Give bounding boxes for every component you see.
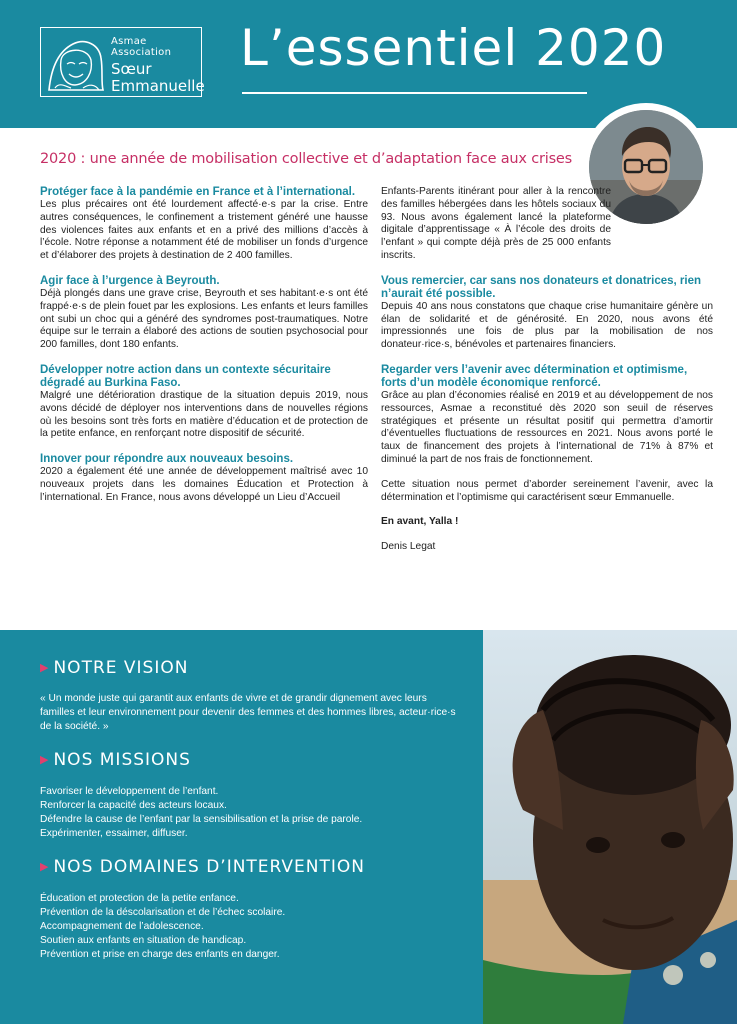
list-item: Favoriser le développement de l’enfant. — [40, 786, 219, 797]
intro-paragraph: Enfants-Parents itinérant pour aller à la rencontre des familles hébergées dans les hôtels sociaux du 93. Nous avons également lancé la plateforme digitale d’apprentissage « À l’école des droits de l’enfant » qui compte déjà près de 25 000 enfants inscrits. — [381, 186, 611, 261]
page-title: L’essentiel 2020 — [240, 19, 667, 77]
logo-name-line1: Sœur — [111, 60, 152, 78]
vision-text: « Un monde juste qui garantit aux enfants de vivre et de grandir dignement avec leurs familles et leur environnement pour devenir des femmes et des hommes libres, acteur·rice·s de la société. » — [40, 693, 456, 732]
arrow-right-icon: ▶ — [40, 753, 50, 766]
section-paragraph: Les plus précaires ont été lourdement affecté·e·s par la crise. Entre autres conséquences, le confinement a tristement généré une hausse des violences faites aux enfants et en a privé des millions d’accès à l’école. Notre réponse a notamment été de mobiliser un fonds d’urgence et d’élaborer des projets à destination de 2 400 familles. — [40, 199, 368, 262]
article-headline: 2020 : une année de mobilisation collective et d’adaptation face aux crises — [40, 151, 573, 167]
section-paragraph: Grâce au plan d’économies réalisé en 2019 et au développement de nos ressources, Asmae a reconstitué dès 2020 son seuil de réserves stratégiques et présente un résultat positif qui permettra d’amortir d’éventuelles fluctuations de ressources en 2021. Nous avons porté le taux de financement des projets à l’international de 71% à 87% et diminué la part de nos frais de fonctionnement. — [381, 389, 713, 465]
signature-name: Denis Legat — [381, 541, 436, 553]
asmae-logo[interactable] — [40, 27, 205, 97]
section-heading: Agir face à l’urgence à Beyrouth. — [40, 274, 220, 287]
domaines-title — [40, 857, 365, 877]
closing-paragraph: Cette situation nous permet d’aborder sereinement l’avenir, avec la détermination et l’optimisme qui caractérisent sœur Emmanuelle. — [381, 478, 713, 503]
list-item: Prévention et prise en charge des enfants en danger. — [40, 949, 280, 960]
section-paragraph: Malgré une détérioration drastique de la situation depuis 2019, nous avons décidé de déployer nos interventions dans de nouvelles régions où les besoins sont très forts en matière d’éducation et de protection de la petite enfance, en renforçant notre dispositif de sécurité. — [40, 389, 368, 440]
domaines-list — [40, 892, 460, 962]
child-photo-image — [483, 630, 737, 1024]
list-item: Défendre la cause de l’enfant par la sensibilisation et la prise de parole. — [40, 814, 363, 825]
signoff-text: En avant, Yalla ! — [381, 516, 459, 528]
missions-title — [40, 750, 191, 770]
soeur-emmanuelle-portrait-icon — [43, 30, 107, 94]
section-heading: Protéger face à la pandémie en France et à l’international. — [40, 186, 356, 198]
list-item: Éducation et protection de la petite enfance. — [40, 893, 239, 904]
title-underline — [242, 92, 587, 94]
list-item: Prévention de la déscolarisation et de l’échec scolaire. — [40, 907, 286, 918]
missions-list — [40, 785, 460, 841]
arrow-right-icon: ▶ — [40, 860, 50, 873]
logo-association-label: Asmae Association — [111, 36, 172, 58]
list-item: Expérimenter, essaimer, diffuser. — [40, 828, 188, 839]
section-paragraph: Déjà plongés dans une grave crise, Beyrouth et ses habitant·e·s ont été frappé·e·s de plein fouet par les explosions. Les enfants et leurs familles ont subi un choc qui a généré des syndromes post-traumatiques. Notre équipe sur le terrain a élaboré des actions de soutien psychosocial pour 200 familles, dont 180 enfants. — [40, 287, 368, 351]
section-heading: Innover pour répondre aux nouveaux besoins. — [40, 453, 294, 466]
arrow-right-icon: ▶ — [40, 661, 50, 674]
right-text-column — [381, 186, 713, 554]
section-heading: Développer notre action dans un contexte sécuritaire dégradé au Burkina Faso. — [40, 363, 331, 389]
list-item: Soutien aux enfants en situation de handicap. — [40, 935, 247, 946]
section-heading: Regarder vers l’avenir avec détermination et optimisme, forts d’un modèle économique renforcé. — [381, 363, 688, 389]
list-item: Accompagnement de l’adolescence. — [40, 921, 204, 932]
missions-title-label: NOS MISSIONS — [53, 750, 191, 770]
logo-text — [111, 36, 205, 95]
vision-title-label: NOTRE VISION — [53, 658, 189, 678]
section-paragraph: Depuis 40 ans nous constatons que chaque crise humanitaire génère un élan de solidarité et de générosité. En 2020, nous avons été impressionnés une fois de plus par la mobilisation de nos donateur·rice·s, bénévoles et partenaires financiers. — [381, 300, 713, 351]
domaines-title-label: NOS DOMAINES D’INTERVENTION — [53, 857, 366, 877]
child-photo — [483, 630, 737, 1024]
left-text-column — [40, 186, 368, 505]
list-item: Renforcer la capacité des acteurs locaux. — [40, 800, 227, 811]
logo-name-line2: Emmanuelle — [111, 77, 205, 95]
bottom-band — [0, 630, 737, 1024]
section-heading: Vous remercier, car sans nos donateurs et donatrices, rien n’aurait été possible. — [381, 274, 701, 300]
vision-title — [40, 658, 188, 678]
section-paragraph: 2020 a également été une année de développement maîtrisé avec 10 nouveaux projets dans les domaines Éducation et Protection à l’international. En France, nous avons développé un Lieu d’Accueil — [40, 466, 368, 503]
